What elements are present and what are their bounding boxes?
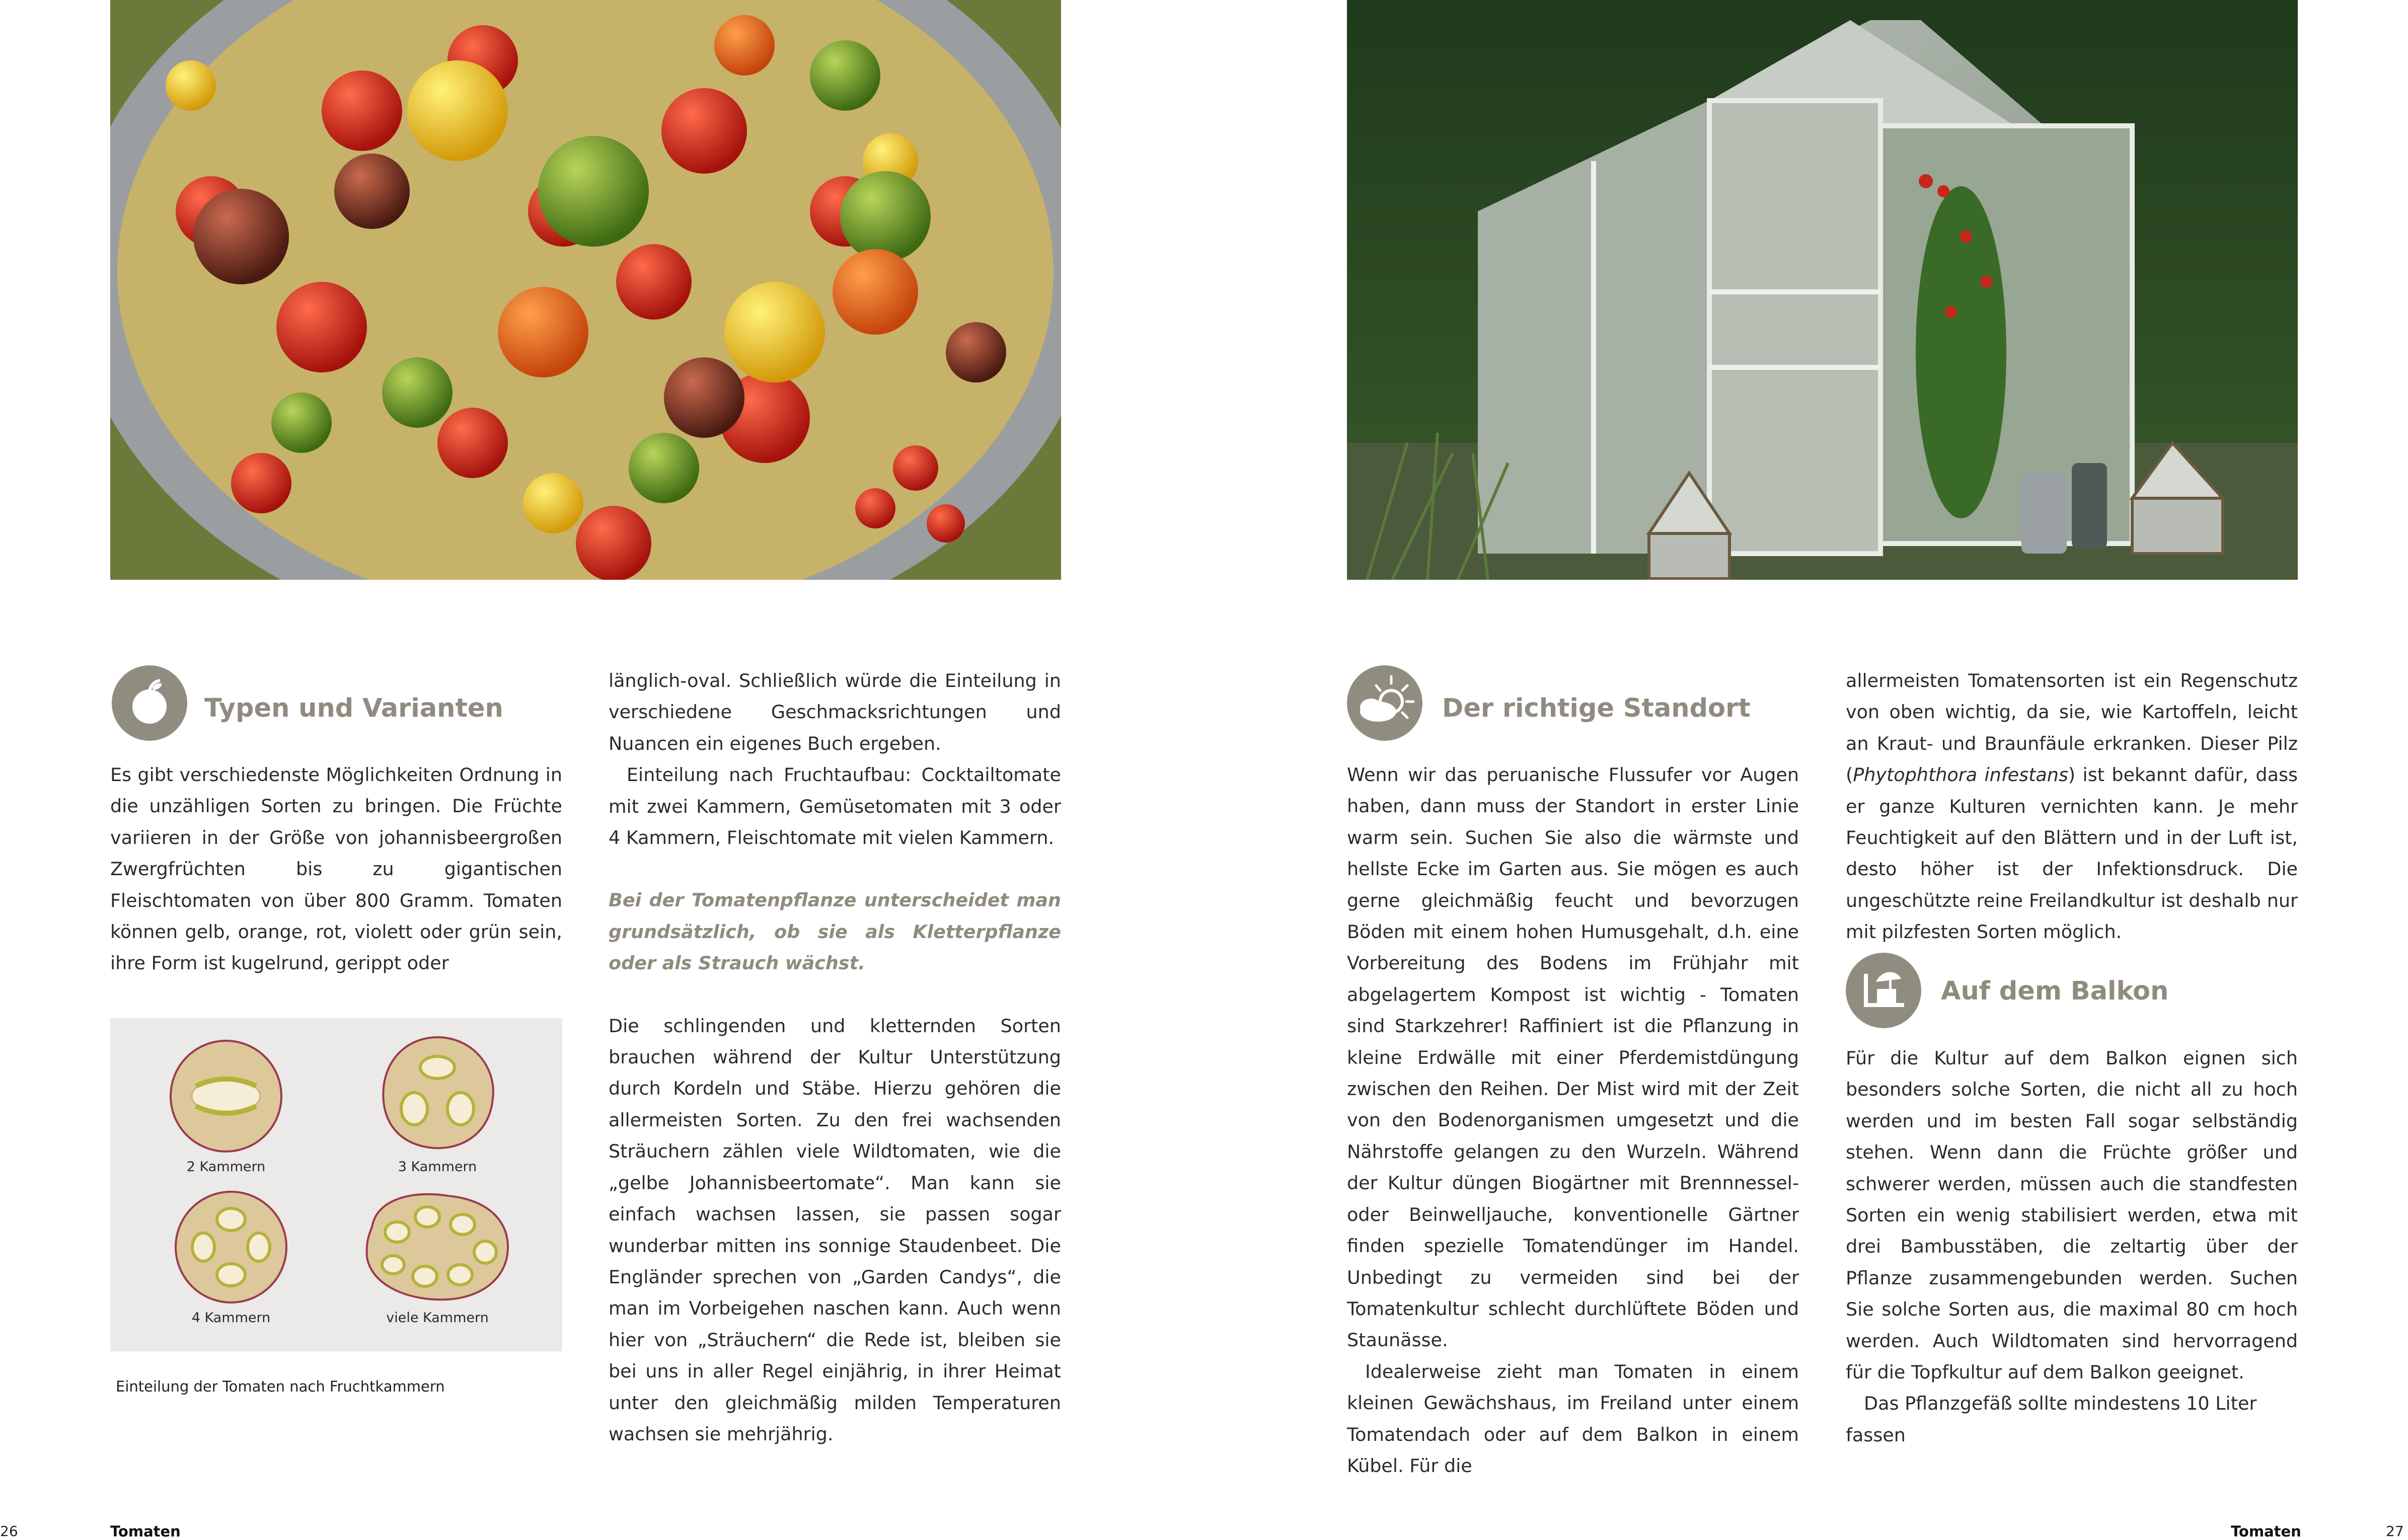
right-col2-text — [1846, 665, 2298, 948]
text-run: allermeisten Tomatensorten ist ein Regenschutz von oben wichtig, da sie, wie Kartoffeln, leicht an Kraut- und Braunfäule erkranken. Dieser Pilz ( — [1846, 670, 2298, 786]
paragraph: Wenn wir das peruanische Flussufer vor Augen haben, dann muss der Standort in erster Linie warm sein. Suchen Sie also die wärmste und hellste Ecke im Garten aus. Sie mögen es auch gerne gleichmäßig feucht und bevorzugen Böden mit einem hohen Humusgehalt, d.h. eine Vorbereitung des Bodens im Frühjahr mit abgelagertem Kompost ist wichtig - Tomaten sind Starkzehrer! Raffiniert ist die Pflanzung in kleine Erdwälle mit einer Pferdemistdüngung zwischen den Reihen. Der Mist wird mit der Zeit von den Bodenorganismen umgesetzt und die Nährstoffe gelangen zu den Wurzeln. Während der Kultur düngen Biogärtner mit Brennnessel- oder Beinwelljauche, konventionelle Gärtner finden spezielle Tomatendünger im Handel. Unbedingt zu vermeiden sind bei der Tomatenkultur schlecht durchlüftete Böden und Staunässe. — [1347, 764, 1799, 1351]
paragraph: Die schlingenden und kletternden Sorten brauchen während der Kultur Unterstützung durch Kordeln und Stäbe. Hierzu gehören die allermeisten Sorten. Zu den frei wachsenden Sträuchern zählen viele Wildtomaten, wie die „gelbe Johannisbeertomate“. Man kann sie einfach wachsen lassen, sie passen sogar wunderbar mitten ins sonnige Staudenbeet. Die Engländer sprechen von „Garden Candys“, die man im Vorbeigehen naschen kann. Auch wenn hier von „Sträuchern“ die Rede ist, bleiben sie bei uns in aller Regel einjährig, in ihrer Heimat unter den gleichmäßig milden Temperaturen wachsen sie mehrjährig. — [609, 1015, 1061, 1445]
latin-name: Phytophthora infestans — [1853, 764, 2068, 786]
label-2-kammern: 2 Kammern — [186, 1159, 266, 1175]
paragraph — [1846, 665, 2298, 948]
left-col2-text — [609, 665, 1061, 1450]
paragraph: länglich-oval. Schließlich würde die Einteilung in verschiedene Geschmacksrichtungen und Nuancen ein eigenes Buch ergeben. — [609, 670, 1061, 754]
running-head-left: Tomaten — [110, 1523, 181, 1540]
text-run: ) ist bekannt dafür, dass er ganze Kulturen vernichten kann. Je mehr Feuchtigkeit auf den Blättern und in der Luft ist, desto höher ist der Infektionsdruck. Die ungeschützte reine Freilandkultur ist deshalb nur mit pilzfesten Sorten möglich. — [1846, 764, 2298, 943]
tomato-2-chambers — [171, 1041, 281, 1151]
greenhouse-photo — [1347, 0, 2298, 580]
left-col1-text — [110, 759, 562, 979]
paragraph: Es gibt verschiedenste Möglichkeiten Ordnung in die unzähligen Sorten zu bringen. Die Früchte variieren in der Größe von johannisbeergroßen Zwergfrüchten bis zu gigantischen Fleischtomaten von über 800 Gramm. Tomaten können gelb, orange, rot, violett oder grün sein, ihre Form ist kugelrund, gerippt oder — [110, 764, 562, 974]
apple-icon — [112, 665, 187, 741]
label-4-kammern: 4 Kammern — [191, 1310, 271, 1326]
chamber-diagram — [110, 1018, 562, 1351]
tomato-4-chambers — [176, 1192, 286, 1302]
paragraph: Einteilung nach Fruchtaufbau: Cocktailtomate mit zwei Kammern, Gemüsetomaten mit 3 oder 4 Kammern, Fleischtomate mit vielen Kammern. — [609, 764, 1061, 849]
tomato-basket-photo — [110, 0, 1061, 580]
right-col1-text — [1347, 759, 1799, 1482]
section-title-balkon: Auf dem Balkon — [1941, 976, 2169, 1006]
tomato-3-chambers — [383, 1037, 493, 1148]
balcony-icon — [1846, 953, 1921, 1028]
section-title-typen: Typen und Varianten — [204, 694, 503, 723]
diagram-caption: Einteilung der Tomaten nach Fruchtkammern — [116, 1378, 445, 1395]
paragraph: Idealerweise zieht man Tomaten in einem kleinen Gewächshaus, im Freiland unter einem Tomatendach oder auf dem Balkon in einem Kübel. Für die — [1347, 1360, 1799, 1477]
paragraph: Für die Kultur auf dem Balkon eignen sich besonders solche Sorten, die nicht all zu hoch werden und im besten Fall sogar selbständig stehen. Wenn dann die Früchte größer und schwerer werden, müssen auch die standfesten Sorten ein wenig stabilisiert werden, etwa mit drei Bambusstäben, die zeltartig über der Pflanze zusammengebunden werden. Suchen Sie solche Sorten aus, die maximal 80 cm hoch werden. Auch Wildtomaten sind hervorragend für die Topfkultur auf dem Balkon geeignet. — [1846, 1047, 2298, 1383]
page-number-right: 27 — [2386, 1523, 2404, 1539]
sun-cloud-icon — [1347, 665, 1422, 741]
right-col2b-text — [1846, 1043, 2298, 1451]
paragraph: Das Pflanzgefäß sollte mindestens 10 Liter fassen — [1846, 1393, 2257, 1446]
section-title-standort: Der richtige Standort — [1442, 694, 1751, 723]
tomato-many-chambers — [367, 1194, 508, 1300]
running-head-right: Tomaten — [2231, 1523, 2301, 1540]
label-3-kammern: 3 Kammern — [398, 1159, 477, 1175]
label-viele-kammern: viele Kammern — [386, 1310, 489, 1326]
pull-quote: Bei der Tomatenpflanze unterscheidet man grundsätzlich, ob sie als Kletterpflanze oder als Strauch wächst. — [609, 889, 1061, 974]
page-number-left: 26 — [0, 1523, 18, 1539]
